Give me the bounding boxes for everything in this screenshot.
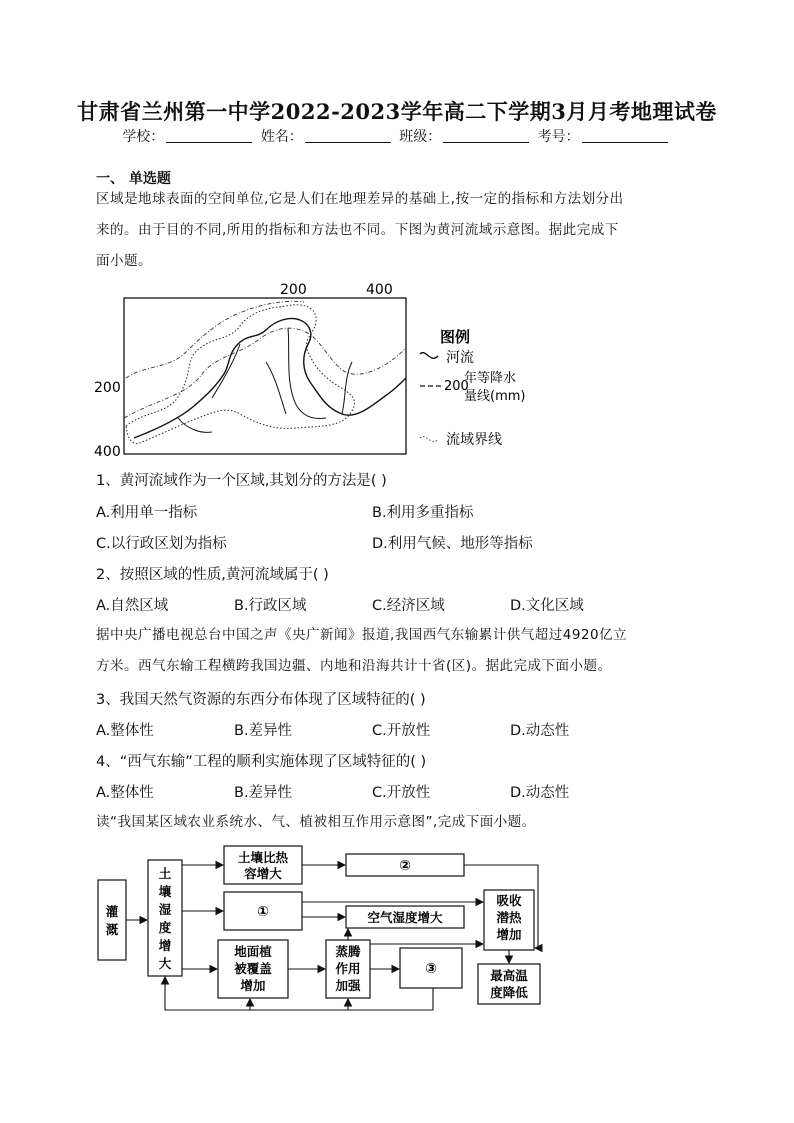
vegetation-text: 地面植 [234,944,272,959]
q3-option-b[interactable]: B.差异性 [234,723,293,739]
q4-option-c[interactable]: C.开放性 [372,785,431,801]
school-blank[interactable] [166,128,252,143]
precip-isoline-200 [124,328,406,418]
box-1-label: ① [257,904,269,920]
q1-option-b[interactable]: B.利用多重指标 [372,505,474,521]
legend-river-icon [420,353,438,359]
q2-option-d[interactable]: D.文化区域 [510,598,584,614]
q3-option-d[interactable]: D.动态性 [510,723,570,739]
passage-3: 读“我国某区域农业系统水、气、植被相互作用示意图”,完成下面小题。 [96,814,536,830]
diagram-arrows [126,865,538,1010]
class-blank[interactable] [443,128,529,143]
latent-heat-text: 增加 [496,927,522,942]
q2-option-b[interactable]: B.行政区域 [234,598,307,614]
evaporation-text: 加强 [335,978,361,993]
evaporation-text: 作用 [335,961,361,976]
number-blank[interactable] [582,128,668,143]
legend-isoline-value: 200 [444,379,469,394]
vegetation-text: 增加 [240,978,266,993]
passage-1 [96,184,706,277]
school-label: 学校： [122,129,165,145]
latent-heat-text: 吸收 [496,893,522,908]
legend-river-label: 河流 [446,350,474,366]
precip-isoline-400 [126,301,304,378]
legend-boundary-icon [420,436,438,441]
question-4-stem: 4、“西气东输”工程的顺利实施体现了区域特征的( ) [96,754,427,770]
q2-option-c[interactable]: C.经济区域 [372,598,445,614]
soil-moisture-char: 土 [158,866,172,881]
number-label: 考号： [537,129,580,145]
map-frame [124,298,406,454]
irrigation-char: 溉 [105,922,119,937]
passage-2-line: 据中央广播电视总台中国之声《央广新闻》报道,我国西气东输累计供气超过4920亿立 [96,627,628,643]
irrigation-char: 灌 [105,904,119,919]
latent-heat-text: 潜热 [496,910,522,925]
map-top-label: 200 [280,282,307,298]
passage-2 [96,620,706,682]
passage-1-line: 面小题。 [96,253,152,269]
map-left-label: 400 [94,444,121,460]
q3-option-a[interactable]: A.整体性 [96,723,154,739]
map-top-label: 400 [366,282,393,298]
question-2-stem: 2、按照区域的性质,黄河流域属于( ) [96,567,329,583]
class-label: 班级： [399,129,442,145]
q4-option-a[interactable]: A.整体性 [96,785,154,801]
max-temp-text: 度降低 [490,985,528,1000]
student-info-line [0,126,794,146]
q4-option-d[interactable]: D.动态性 [510,785,570,801]
exam-title: 甘肃省兰州第一中学2022-2023学年高二下学期3月月考地理试卷 [77,99,717,124]
passage-1-line: 区域是地球表面的空间单位,它是人们在地理差异的基础上,按一定的指标和方法划分出 [96,191,624,207]
soil-moisture-char: 度 [158,920,172,935]
question-1-stem: 1、黄河流域作为一个区域,其划分的方法是( ) [96,473,387,489]
legend-isoline-label: 量线(mm) [464,389,526,404]
legend-boundary-label: 流域界线 [446,432,502,448]
question-3-stem: 3、我国天然气资源的东西分布体现了区域特征的( ) [96,692,426,708]
yellow-river [134,318,406,438]
basin-boundary [126,305,354,444]
q3-option-c[interactable]: C.开放性 [372,723,431,739]
section-heading: 一、 单选题 [96,171,171,187]
box-3-label: ③ [425,961,437,977]
max-temp-text: 最高温 [490,968,528,983]
box-2-label: ② [399,858,411,874]
name-blank[interactable] [305,128,391,143]
q1-option-d[interactable]: D.利用气候、地形等指标 [372,536,533,552]
name-label: 姓名： [260,129,303,145]
soil-moisture-char: 大 [158,956,172,971]
map-left-label: 200 [94,380,121,396]
soil-moisture-char: 增 [158,938,172,953]
q4-option-b[interactable]: B.差异性 [234,785,293,801]
passage-1-line: 来的。由于目的不同,所用的指标和方法也不同。下图为黄河流域示意图。据此完成下 [96,222,619,238]
passage-2-line: 方米。西气东输工程横跨我国边疆、内地和沿海共计十省(区)。据此完成下面小题。 [96,658,612,674]
heat-capacity-text: 容增大 [244,866,282,881]
q1-option-a[interactable]: A.利用单一指标 [96,505,198,521]
legend-title: 图例 [440,328,471,346]
soil-moisture-char: 壤 [158,884,172,899]
air-humidity-text: 空气湿度增大 [367,910,443,925]
q1-option-c[interactable]: C.以行政区划为指标 [96,536,227,552]
q2-option-a[interactable]: A.自然区域 [96,598,169,614]
agri-system-diagram [90,836,560,1016]
yellow-river-map [90,278,526,460]
vegetation-text: 被覆盖 [234,961,272,976]
legend-isoline-label: 年等降水 [464,371,517,386]
soil-moisture-char: 湿 [158,902,172,917]
evaporation-text: 蒸腾 [335,944,361,959]
heat-capacity-text: 土壤比热 [237,850,289,865]
irrigation-box [98,880,126,960]
